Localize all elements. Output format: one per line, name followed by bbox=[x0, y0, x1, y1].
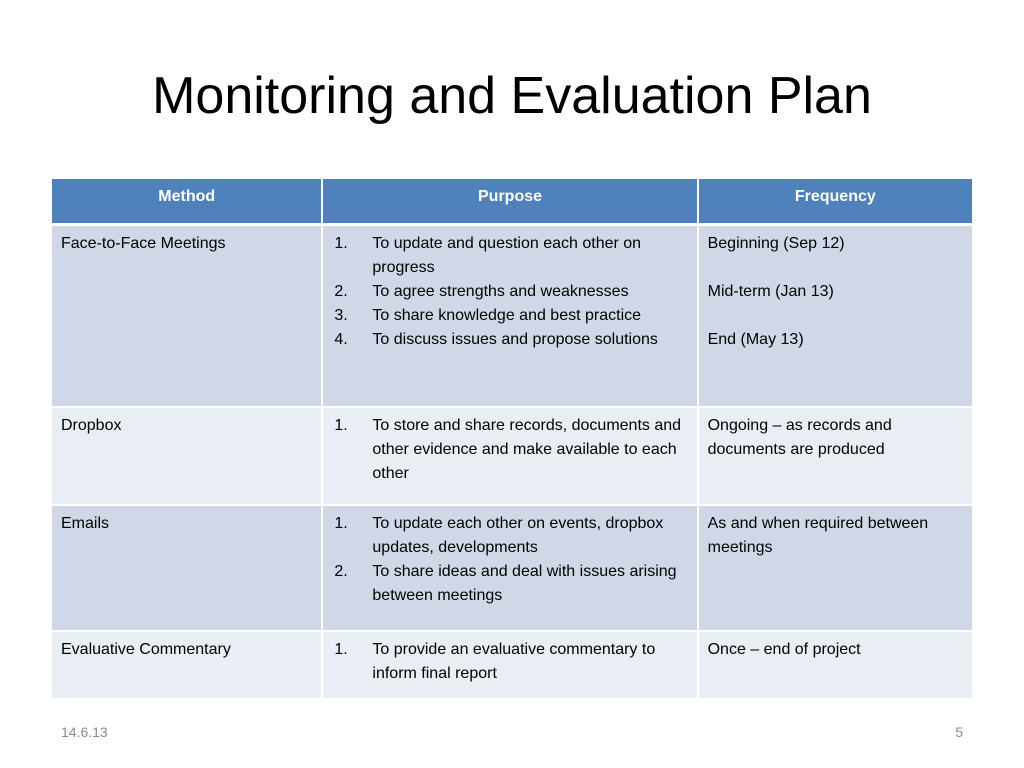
header-purpose: Purpose bbox=[323, 179, 698, 226]
frequency-line: Beginning (Sep 12) bbox=[707, 235, 845, 252]
purpose-item: 1. To update each other on events, dropbox updates, developments bbox=[334, 515, 664, 556]
purpose-item: 1. To store and share records, documents and other evidence and make available to each other bbox=[334, 417, 682, 482]
header-frequency: Frequency bbox=[699, 179, 972, 226]
frequency-line: As and when required between meetings bbox=[707, 515, 929, 556]
slide-title: Monitoring and Evaluation Plan bbox=[152, 67, 872, 125]
method-cell: Face-to-Face Meetings bbox=[52, 226, 323, 408]
purpose-list bbox=[332, 638, 687, 686]
purpose-item: 1. To provide an evaluative commentary to inform final report bbox=[334, 641, 656, 682]
frequency-line: End (May 13) bbox=[707, 331, 804, 348]
table-row bbox=[52, 226, 972, 408]
purpose-list bbox=[332, 414, 687, 486]
purpose-cell bbox=[323, 408, 698, 506]
frequency-line: Once – end of project bbox=[707, 641, 861, 658]
purpose-list bbox=[332, 512, 687, 608]
purpose-cell bbox=[323, 226, 698, 408]
purpose-list bbox=[332, 232, 687, 352]
table-row bbox=[52, 632, 972, 700]
header-method: Method bbox=[52, 179, 323, 226]
frequency-cell bbox=[699, 506, 972, 632]
method-cell: Dropbox bbox=[52, 408, 323, 506]
purpose-item: 1. To update and question each other on progress bbox=[334, 235, 642, 276]
plan-table bbox=[52, 179, 972, 700]
frequency-line: Ongoing – as records and documents are produced bbox=[707, 417, 892, 458]
purpose-item: 3. To share knowledge and best practice bbox=[334, 307, 642, 324]
footer-date: 14.6.13 bbox=[61, 724, 108, 740]
frequency-cell bbox=[699, 226, 972, 408]
page-number: 5 bbox=[955, 724, 963, 740]
method-cell: Evaluative Commentary bbox=[52, 632, 323, 700]
purpose-cell bbox=[323, 506, 698, 632]
method-cell: Emails bbox=[52, 506, 323, 632]
frequency-cell bbox=[699, 408, 972, 506]
purpose-item: 2. To share ideas and deal with issues arising between meetings bbox=[334, 563, 677, 604]
frequency-line: Mid-term (Jan 13) bbox=[707, 283, 834, 300]
header-row bbox=[52, 179, 972, 226]
table-row bbox=[52, 506, 972, 632]
frequency-cell bbox=[699, 632, 972, 700]
purpose-item: 2. To agree strengths and weaknesses bbox=[334, 283, 629, 300]
purpose-item: 4. To discuss issues and propose solutions bbox=[334, 331, 658, 348]
purpose-cell bbox=[323, 632, 698, 700]
table-row bbox=[52, 408, 972, 506]
